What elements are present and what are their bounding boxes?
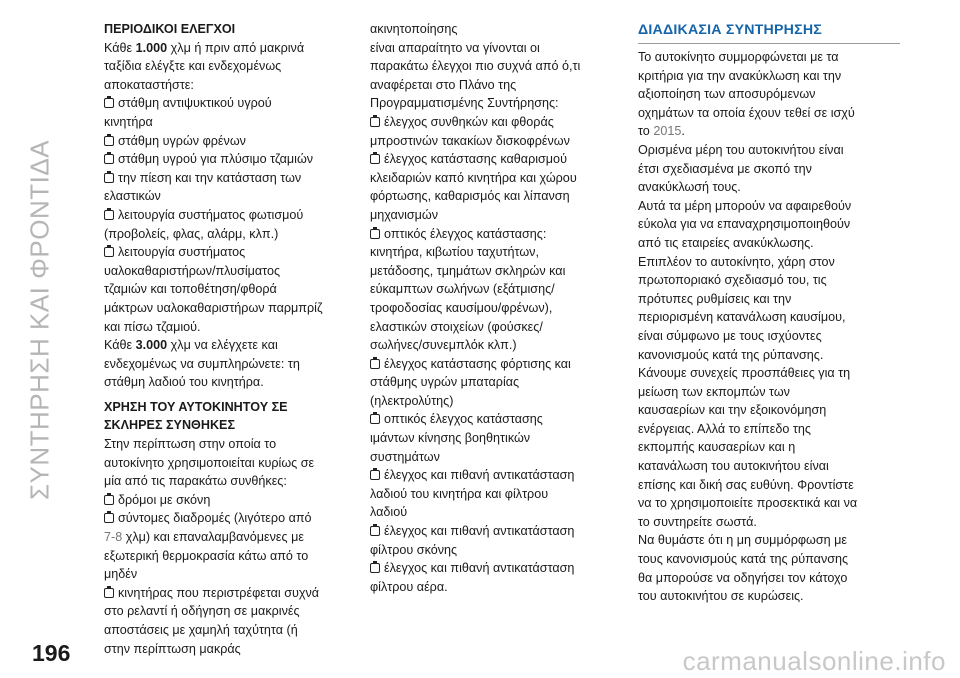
list-item-cont: λαδιού [370,505,408,520]
text-line: Κάνουμε συνεχείς προσπάθειες για τη [638,366,851,381]
checkbox-bullet-icon [370,117,380,127]
text-line: κριτήρια για την ανακύκλωση και την [638,68,842,83]
text-line: αναφέρεται στο Πλάνο της [370,77,517,92]
list-item-cont: στάθμης υγρών μπαταρίας [370,375,520,390]
list-item: την πίεση και την κατάσταση των [104,169,354,188]
heading-severe-conditions: ΧΡΗΣΗ ΤΟΥ ΑΥΤΟΚΙΝΗΤΟΥ ΣΕ [104,399,288,414]
text-line: παρακάτω έλεγχοι πιο συχνά από ό,τι [370,59,581,74]
text-line: να το χρησιμοποιείτε προσεκτικά και να [638,496,858,511]
list-item: έλεγχος και πιθανή αντικατάσταση [370,559,622,578]
list-item-cont: φόρτωσης, καθαρισμός και λίπανση [370,189,570,204]
checkbox-bullet-icon [370,470,380,480]
text-line: στάθμη λαδιού του κινητήρα. [104,375,264,390]
list-item: κινητήρας που περιστρέφεται συχνά [104,584,354,603]
text-line: οχημάτων τα οποία έχουν τεθεί σε ισχύ [638,105,855,120]
text-line: του αυτοκινήτου σε κυρώσεις. [638,589,804,604]
text-line: κατανάλωση του αυτοκινήτου είναι [638,459,829,474]
checkbox-bullet-icon [370,154,380,164]
text-line: κανονισμούς κατά της ρύπανσης. [638,347,824,362]
list-item: στάθμη υγρού για πλύσιμο τζαμιών [104,150,354,169]
list-item-cont: ιμάντων κίνησης βοηθητικών [370,431,531,446]
text-line: επίσης και δική σας ευθύνη. Φροντίστε [638,477,854,492]
list-item-cont: μάκτρων υαλοκαθαριστήρων παρμπρίζ [104,300,323,315]
text-line: αποκαταστήστε: [104,77,194,92]
list-item-cont: υαλοκαθαριστήρων/πλυσίματος [104,263,281,278]
text-line: τους κανονισμούς κατά της ρύπανσης [638,552,849,567]
watermark: carmanualsonline.info [682,646,946,676]
list-item-cont: εξωτερική θερμοκρασία κάτω από το [104,548,309,563]
checkbox-bullet-icon [370,526,380,536]
page-number: 196 [32,640,71,666]
text-line: ενέργειας. Αλλά το επίπεδο της [638,421,811,436]
text-line: εύκολα για να επαναχρησιμοποιηθούν [638,217,851,232]
column-2 [370,20,622,596]
text-line: περιορισμένη κατανάλωση καυσίμου, [638,310,846,325]
text-line: Να θυμάστε ότι η μη συμμόρφωση με [638,533,848,548]
text-line: θα μπορούσε να οδηγήσει τον κάτοχο [638,570,848,585]
list-item-cont: εύκαμπτων σωλήνων (εξάτμισης/ [370,282,555,297]
list-item-cont: κινητήρα, κιβωτίου ταχυτήτων, [370,245,539,260]
checkbox-bullet-icon [104,495,114,505]
list-item-cont: μηχανισμών [370,207,439,222]
text-line: το συντηρείτε σωστά. [638,514,757,529]
text-line: Προγραμματισμένης Συντήρησης: [370,96,559,111]
section-side-title [10,20,70,620]
list-item-cont: κινητήρα [104,114,153,129]
list-item: λειτουργία συστήματος [104,243,354,262]
heading-periodic-checks: ΠΕΡΙΟΔΙΚΟΙ ΕΛΕΓΧΟΙ [104,22,236,36]
text-line: έτσι σχεδιασμένα με σκοπό την [638,161,812,176]
text-line: μείωση των εκπομπών των [638,384,790,399]
text-line: μία από τις παρακάτω συνθήκες: [104,474,287,489]
list-item-cont: στο ρελαντί ή οδήγηση σε μακρινές [104,604,300,619]
text-line: ανακύκλωσή τους. [638,180,741,195]
checkbox-bullet-icon [104,154,114,164]
list-item: δρόμοι με σκόνη [104,491,354,510]
checkbox-bullet-icon [370,563,380,573]
text-line: το 2015. [638,124,685,139]
list-item-cont: (ηλεκτρολύτης) [370,393,454,408]
text-line: πρωτοποριακό σχεδιασμό του, τις [638,273,827,288]
checkbox-bullet-icon [104,98,114,108]
list-item: λειτουργία συστήματος φωτισμού [104,206,354,225]
list-item: στάθμη αντιψυκτικού υγρού [104,94,354,113]
text-line: Κάθε 1.000 χλμ ή πριν από μακρινά [104,40,305,55]
heading-rule [638,43,900,44]
list-item-cont: μετάδοσης, τμημάτων σκληρών και [370,263,566,278]
list-item: οπτικός έλεγχος κατάστασης: [370,225,622,244]
list-item-cont: μπροστινών τακακίων δισκοφρένων [370,133,570,148]
list-item: έλεγχος και πιθανή αντικατάσταση [370,522,622,541]
side-title-text: ΣΥΝΤΗΡΗΣΗ ΚΑΙ ΦΡΟΝΤΙΔΑ [24,139,55,501]
text-line: Επιπλέον το αυτοκίνητο, χάρη στον [638,254,835,269]
text-line: ταξίδια ελέγξτε και ενδεχομένως [104,59,282,74]
checkbox-bullet-icon [370,359,380,369]
list-item-cont: κλειδαριών καπό κινητήρα και χώρου [370,170,577,185]
text-line: Κάθε 3.000 χλμ να ελέγχετε και [104,338,278,353]
list-item-cont: λαδιού του κινητήρα και φίλτρου [370,486,549,501]
list-item: έλεγχος κατάστασης καθαρισμού [370,150,622,169]
list-item: έλεγχος και πιθανή αντικατάσταση [370,466,622,485]
list-item: στάθμη υγρών φρένων [104,132,354,151]
list-item-cont: και πίσω τζαμιού. [104,319,201,334]
checkbox-bullet-icon [104,247,114,257]
checkbox-bullet-icon [104,513,114,523]
list-item-cont: σωλήνες/συνεμπλόκ κλπ.) [370,338,517,353]
list-item-cont: ελαστικών [104,189,161,204]
text-line: ενδεχομένως να συμπληρώνετε: τη [104,356,300,371]
text-line: αυτοκίνητο χρησιμοποιείται κυρίως σε [104,455,315,470]
list-item-cont: αποστάσεις με χαμηλή ταχύτητα (ή [104,623,298,637]
text-line: εκπομπής καυσαερίων και η [638,440,796,455]
checkbox-bullet-icon [104,136,114,146]
checkbox-bullet-icon [370,229,380,239]
text-line: καυσαερίων και την εξοικονόμηση [638,403,827,418]
list-item-cont: φίλτρου αέρα. [370,579,448,594]
text-line: Ορισμένα μέρη του αυτοκινήτου είναι [638,142,844,157]
text-line: είναι σύμφωνο με τους ισχύοντες [638,328,822,343]
list-item-cont: (προβολείς, φλας, αλάρμ, κλπ.) [104,226,279,241]
list-item-cont: τροφοδοσίας καυσίμου/φρένων), [370,300,553,315]
list-item-cont: τζαμιών και τοποθέτηση/φθορά [104,282,277,297]
column-3 [638,20,900,606]
checkbox-bullet-icon [370,414,380,424]
list-item: σύντομες διαδρομές (λιγότερο από [104,509,354,528]
list-item-cont: μηδέν [104,567,138,582]
text-line: Αυτά τα μέρη μπορούν να αφαιρεθούν [638,198,852,213]
list-item-cont: στην περίπτωση μακράς [104,641,241,656]
list-item: οπτικός έλεγχος κατάστασης [370,410,622,429]
text-line: ακινητοποίησης [370,22,458,36]
heading-severe-conditions-line2: ΣΚΛΗΡΕΣ ΣΥΝΘΗΚΕΣ [104,418,235,433]
text-line: από τις εταιρείες ανακύκλωσης. [638,235,814,250]
list-item-cont: φίλτρου σκόνης [370,542,458,557]
checkbox-bullet-icon [104,173,114,183]
list-item-cont: ελαστικών στοιχείων (φούσκες/ [370,319,543,334]
checkbox-bullet-icon [104,210,114,220]
text-line: είναι απαραίτητο να γίνονται οι [370,40,540,55]
checkbox-bullet-icon [104,588,114,598]
column-1 [104,20,354,658]
text-line: πρότυπες ρυθμίσεις και την [638,291,792,306]
text-line: Το αυτοκίνητο συμμορφώνεται με τα [638,50,839,64]
list-item: έλεγχος κατάστασης φόρτισης και [370,355,622,374]
text-line: Στην περίπτωση στην οποία το [104,437,277,452]
text-line: αξιοποίηση των αποσυρόμενων [638,87,816,102]
heading-maintenance-procedure: ΔΙΑΔΙΚΑΣΙΑ ΣΥΝΤΗΡΗΣΗΣ [638,22,822,38]
list-item: έλεγχος συνθηκών και φθοράς [370,113,622,132]
list-item-cont: 7-8 χλμ) και επαναλαμβανόμενες με [104,530,304,545]
list-item-cont: συστημάτων [370,449,440,464]
